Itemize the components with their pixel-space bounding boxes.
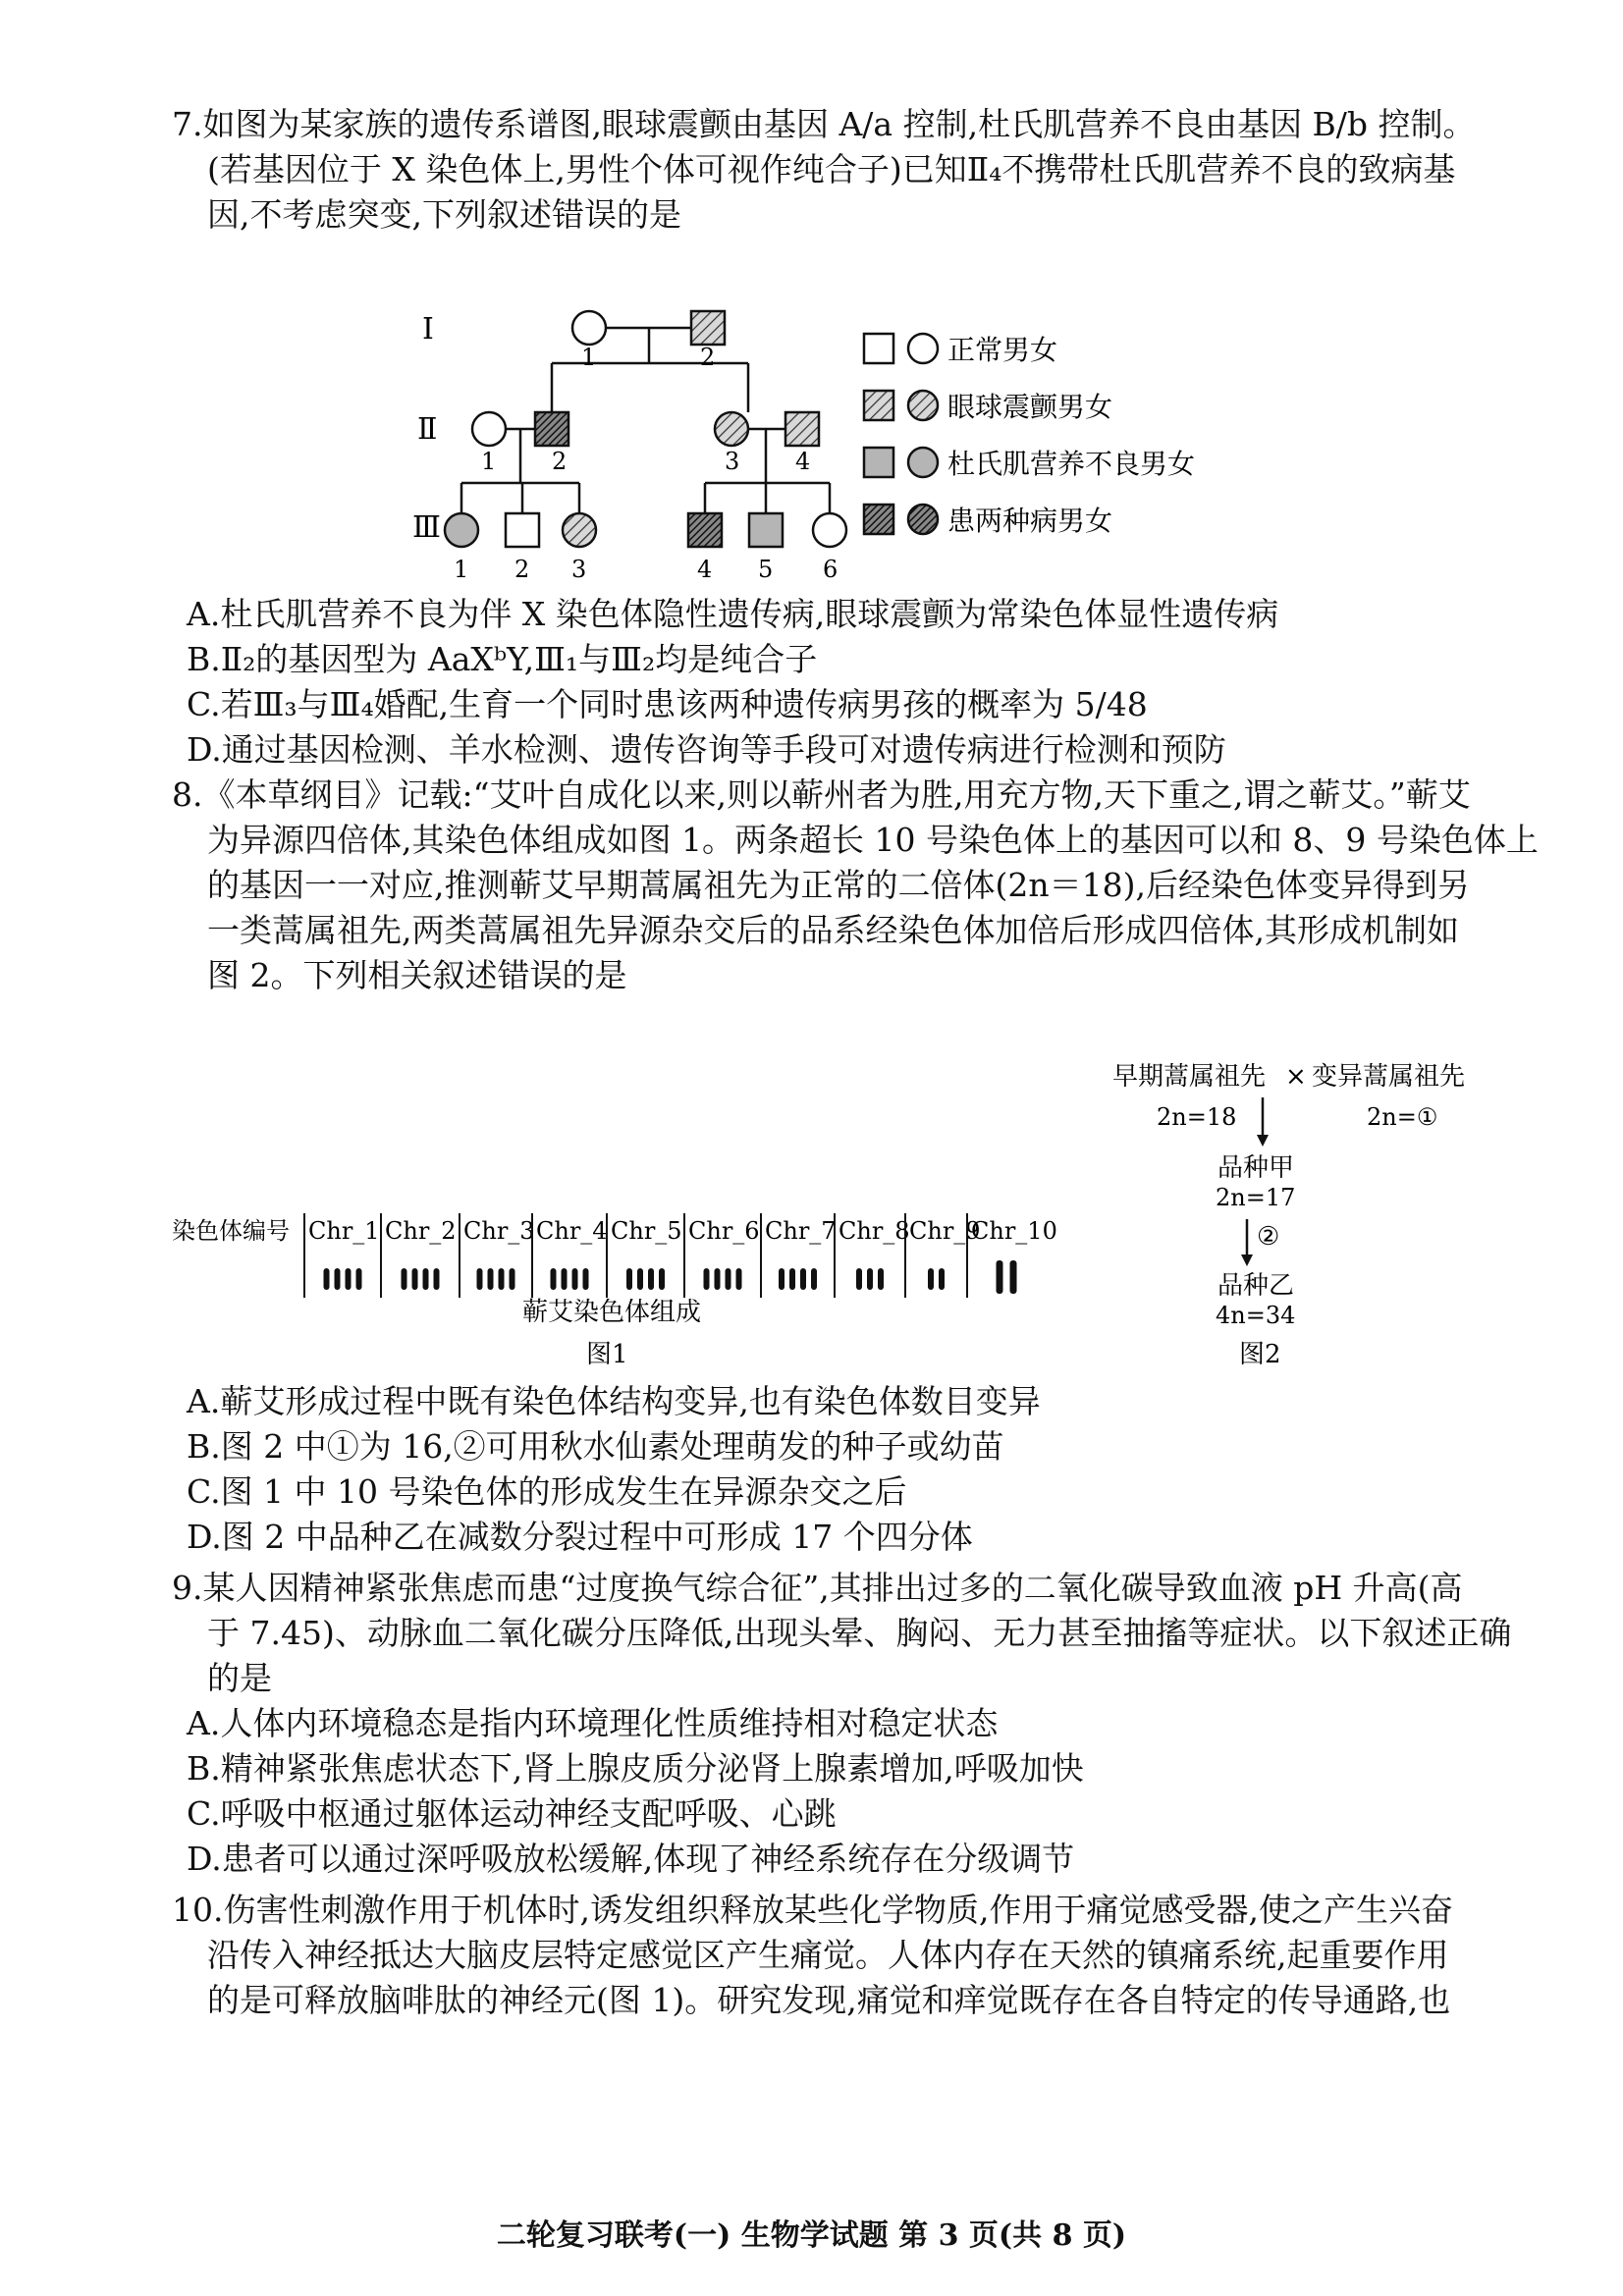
generation-label-3: Ⅲ	[412, 510, 441, 545]
q7-option-b: B.Ⅱ₂的基因型为 AaXᵇY,Ⅲ₁与Ⅲ₂均是纯合子	[187, 640, 818, 678]
chromosome-label-10: Chr_10	[971, 1217, 1057, 1245]
legend-dmd-text: 杜氏肌营养不良男女	[947, 448, 1196, 480]
figure-2-caption: 图2	[1239, 1340, 1281, 1369]
variety-a-count: 2n=17	[1216, 1184, 1296, 1211]
svg-text:1: 1	[454, 556, 469, 583]
svg-text:2: 2	[700, 344, 716, 371]
left-count: 2n=18	[1157, 1103, 1237, 1131]
parent-left-label: 早期蒿属祖先	[1112, 1062, 1267, 1092]
q9-option-a: A.人体内环境稳态是指内环境理化性质维持相对稳定状态	[187, 1704, 999, 1742]
generation-label-2: Ⅱ	[417, 412, 438, 447]
svg-text:3: 3	[571, 556, 587, 583]
svg-text:5: 5	[758, 556, 774, 583]
q8-line-5: 图 2。下列相关叙述错误的是	[207, 956, 627, 994]
generation-label-1: Ⅰ	[422, 312, 434, 347]
svg-text:1: 1	[481, 448, 497, 475]
svg-text:4: 4	[795, 448, 811, 475]
q9-line-3: 的是	[207, 1659, 272, 1697]
chromosome-label-7: Chr_7	[765, 1217, 837, 1245]
chromosome-label-4: Chr_4	[536, 1217, 608, 1245]
chromosome-label-5: Chr_5	[611, 1217, 682, 1245]
q7-option-c: C.若Ⅲ₃与Ⅲ₄婚配,生育一个同时患该两种遗传病男孩的概率为 5/48	[187, 685, 1148, 723]
q10-line-3: 的是可释放脑啡肽的神经元(图 1)。研究发现,痛觉和痒觉既存在各自特定的传导通路,也	[207, 1981, 1451, 2019]
q10-line-1: 10.伤害性刺激作用于机体时,诱发组织释放某些化学物质,作用于痛觉感受器,使之产生兴奋	[172, 1891, 1453, 1929]
svg-text:2: 2	[552, 448, 568, 475]
q7-line-3: 因,不考虑突变,下列叙述错误的是	[207, 195, 681, 234]
q9-line-1: 9.某人因精神紧张焦虑而患“过度换气综合征”,其排出过多的二氧化碳导致血液 pH 升高(高	[172, 1569, 1463, 1607]
legend-nystagmus-text: 眼球震颤男女	[947, 391, 1113, 423]
variety-a-label: 品种甲	[1217, 1153, 1295, 1183]
legend-normal-text: 正常男女	[947, 334, 1058, 366]
figure-1-subtitle: 蕲艾染色体组成	[522, 1298, 702, 1327]
q8-line-4: 一类蒿属祖先,两类蒿属祖先异源杂交后的品系经染色体加倍后形成四倍体,其形成机制如	[207, 911, 1459, 949]
svg-text:2: 2	[514, 556, 530, 583]
q9-option-c: C.呼吸中枢通过躯体运动神经支配呼吸、心跳	[187, 1794, 837, 1833]
q8-line-1: 8.《本草纲目》记载:“艾叶自成化以来,则以蕲州者为胜,用充方物,天下重之,谓之蕲艾。”蕲艾	[172, 775, 1471, 814]
chromosome-label-2: Chr_2	[385, 1217, 457, 1245]
svg-text:3: 3	[725, 448, 740, 475]
q9-line-2: 于 7.45)、动脉血二氧化碳分压降低,出现头晕、胸闷、无力甚至抽搐等症状。以下叙述正确	[207, 1614, 1512, 1652]
arrow-2-label: ②	[1257, 1222, 1280, 1252]
q9-option-d: D.患者可以通过深呼吸放松缓解,体现了神经系统存在分级调节	[187, 1840, 1075, 1878]
q9-option-b: B.精神紧张焦虑状态下,肾上腺皮质分泌肾上腺素增加,呼吸加快	[187, 1749, 1084, 1788]
parent-right-label: 变异蒿属祖先	[1312, 1062, 1466, 1092]
variety-b-label: 品种乙	[1217, 1271, 1295, 1301]
variety-b-count: 4n=34	[1216, 1302, 1296, 1329]
q7-option-d: D.通过基因检测、羊水检测、遗传咨询等手段可对遗传病进行检测和预防	[187, 730, 1226, 769]
cross-symbol: ×	[1285, 1062, 1307, 1092]
chromosome-label-1: Chr_1	[308, 1217, 380, 1245]
q7-line-1: 7.如图为某家族的遗传系谱图,眼球震颤由基因 A/a 控制,杜氏肌营养不良由基因 B/b 控制。	[172, 105, 1476, 143]
svg-text:4: 4	[697, 556, 713, 583]
svg-text:6: 6	[823, 556, 839, 583]
chromosome-label-6: Chr_6	[688, 1217, 760, 1245]
q8-option-c: C.图 1 中 10 号染色体的形成发生在异源杂交之后	[187, 1472, 907, 1511]
q8-option-b: B.图 2 中①为 16,②可用秋水仙素处理萌发的种子或幼苗	[187, 1427, 1004, 1466]
chromosome-label-9: Chr_9	[909, 1217, 981, 1245]
q7-line-2: (若基因位于 X 染色体上,男性个体可视作纯合子)已知Ⅱ₄不携带杜氏肌营养不良的致病基	[207, 150, 1456, 188]
legend-both-text: 患两种病男女	[947, 505, 1113, 537]
q8-option-a: A.蕲艾形成过程中既有染色体结构变异,也有染色体数目变异	[187, 1382, 1041, 1420]
chromosome-label-3: Chr_3	[463, 1217, 535, 1245]
q10-line-2: 沿传入神经抵达大脑皮层特定感觉区产生痛觉。人体内存在天然的镇痛系统,起重要作用	[207, 1936, 1449, 1974]
chromosome-row-label: 染色体编号	[172, 1217, 290, 1245]
right-count: 2n=①	[1367, 1103, 1438, 1131]
svg-text:1: 1	[581, 344, 597, 371]
figure-1-caption: 图1	[586, 1340, 628, 1369]
q8-line-3: 的基因一一对应,推测蕲艾早期蒿属祖先为正常的二倍体(2n＝18),后经染色体变异得到另	[207, 866, 1470, 904]
q8-option-d: D.图 2 中品种乙在减数分裂过程中可形成 17 个四分体	[187, 1518, 973, 1556]
chromosome-label-8: Chr_8	[839, 1217, 910, 1245]
page-footer: 二轮复习联考(一) 生物学试题 第 3 页(共 8 页)	[496, 2218, 1127, 2253]
q7-option-a: A.杜氏肌营养不良为伴 X 染色体隐性遗传病,眼球震颤为常染色体显性遗传病	[187, 595, 1279, 633]
q8-line-2: 为异源四倍体,其染色体组成如图 1。两条超长 10 号染色体上的基因可以和 8、9 号染色体上	[207, 821, 1539, 859]
